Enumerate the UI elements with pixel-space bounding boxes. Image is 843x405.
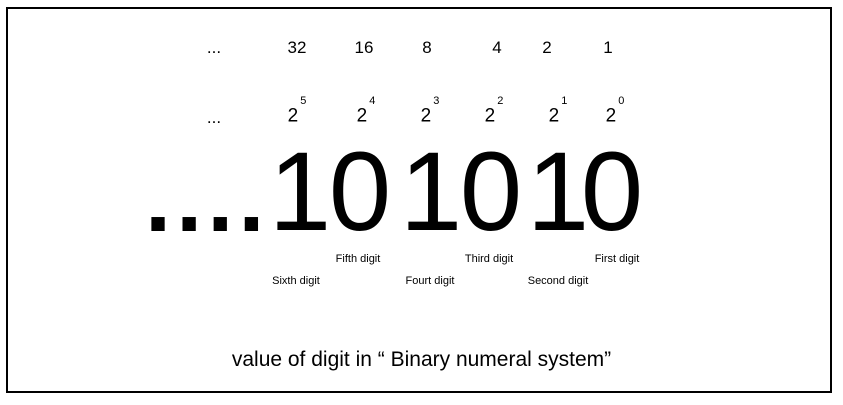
digit-first: 0	[580, 129, 644, 254]
digit-fifth: 0	[328, 129, 392, 254]
value-2: 2	[542, 38, 552, 57]
power-2-0: $2^0$	[605, 95, 625, 127]
label-second-digit: Second digit	[527, 275, 589, 287]
digit-third: 0	[459, 129, 523, 254]
power-2-2: $2^2$	[484, 95, 504, 127]
label-third-digit: Third digit	[464, 253, 514, 265]
label-fourth-digit: Fourt digit	[405, 275, 455, 287]
values-ellipsis: ...	[206, 38, 222, 57]
power-2-4: $2^4$	[356, 95, 376, 127]
digit-second: 1	[526, 129, 590, 254]
caption: value of digit in “ Binary numeral system”	[231, 348, 612, 371]
binary-ellipsis: ....	[145, 146, 270, 251]
value-32: 32	[287, 38, 307, 57]
label-fifth-digit: Fifth digit	[335, 253, 381, 265]
value-4: 4	[492, 38, 502, 57]
label-sixth-digit: Sixth digit	[272, 275, 320, 287]
power-2-1: $2^1$	[548, 95, 568, 127]
value-1: 1	[603, 38, 613, 57]
digit-fourth: 1	[399, 129, 463, 254]
label-first-digit: First digit	[594, 253, 640, 265]
powers-ellipsis: ...	[206, 108, 222, 127]
power-2-3: $2^3$	[420, 95, 440, 127]
value-16: 16	[354, 38, 374, 57]
power-2-5: $2^5$	[287, 95, 307, 127]
digit-sixth: 1	[268, 129, 332, 254]
value-8: 8	[422, 38, 432, 57]
